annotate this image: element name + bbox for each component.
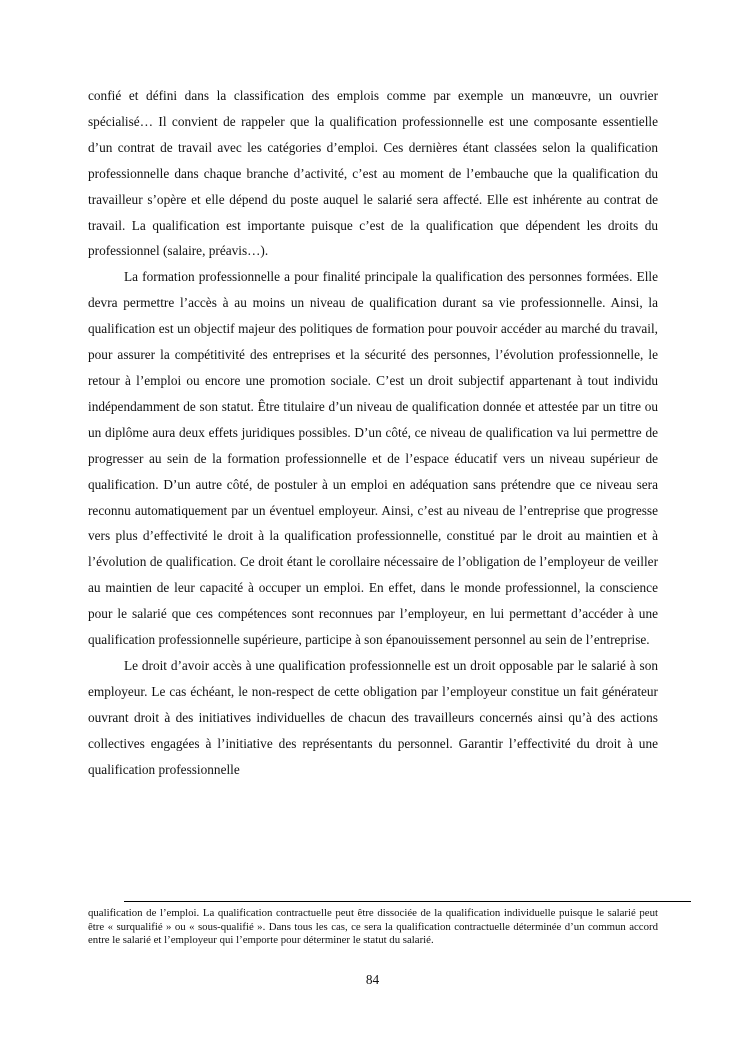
- paragraph-continuation: confié et défini dans la classification des emplois comme par exemple un manœuvre, un ouvrier spécialisé… Il convient de rappeler que la qualification professionnelle est une composante essentielle d’un contrat de travail avec les catégories d’emploi. Ces dernières étant classées selon la qualification professionnelle dans chaque branche d’activité, c’est au moment de l’embauche que la qualification du travailleur s’opère et elle dépend du poste auquel le salarié sera affecté. Elle est inhérente au contrat de travail. La qualification est importante puisque c’est de la qualification que dépendent les droits du professionnel (salaire, préavis…).: [88, 88, 658, 259]
- body-text: [88, 83, 658, 782]
- paragraph-formation: La formation professionnelle a pour finalité principale la qualification des personnes formées. Elle devra permettre l’accès à au moins un niveau de qualification durant sa vie professionnelle. Ainsi, la qualification est un objectif majeur des politiques de formation pour pouvoir accéder au marché du travail, pour assurer la compétitivité des entreprises et la sécurité des personnes, l’évolution professionnelle, le retour à l’emploi ou encore une promotion sociale. C’est un droit subjectif appartenant à tout individu indépendamment de son statut. Être titulaire d’un niveau de qualification donnée et attestée par un titre ou un diplôme aura deux effets juridiques possibles. D’un côté, ce niveau de qualification va lui permettre de progresser au sein de la formation professionnelle et de l’espace éducatif vers un niveau supérieur de qualification. D’un autre côté, de postuler à un emploi en adéquation sans prétendre que ce niveau sera reconnu automatiquement par un éventuel employeur. Ainsi, c’est au niveau de l’entreprise que progresse vers plus d’effectivité le droit à la qualification professionnelle, constitué par le droit au maintien et à l’évolution de qualification. Ce droit étant le corollaire nécessaire de l’obligation de l’employeur de veiller au maintien de leur capacité à occuper un emploi. En effet, dans le monde professionnel, la conscience pour le salarié que ces compétences sont reconnues par l’employeur, en lui permettant d’accéder à une qualification professionnelle supérieure, participe à son épanouissement personnel au sein de l’entreprise.: [88, 269, 658, 648]
- paragraph-droit-acces: Le droit d’avoir accès à une qualification professionnelle est un droit opposable par le salarié à son employeur. Le cas échéant, le non-respect de cette obligation par l’employeur constitue un fait générateur ouvrant droit à des initiatives individuelles de chacun des travailleurs concernés ainsi qu’à des actions collectives engagées à l’initiative des représentants du personnel. Garantir l’effectivité du droit à une qualification professionnelle: [88, 657, 658, 777]
- footnote-separator: [124, 901, 691, 902]
- page-number: 84: [365, 972, 380, 987]
- footnote: qualification de l’emploi. La qualification contractuelle peut être dissociée de la qualification individuelle puisque le salarié peut être « surqualifié » ou « sous-qualifié ». Dans tous les cas, ce sera la qualification contractuelle déterminée d’un commun accord entre le salarié et l’employeur qui l’emporte pour déterminer le statut du salarié.: [88, 907, 658, 947]
